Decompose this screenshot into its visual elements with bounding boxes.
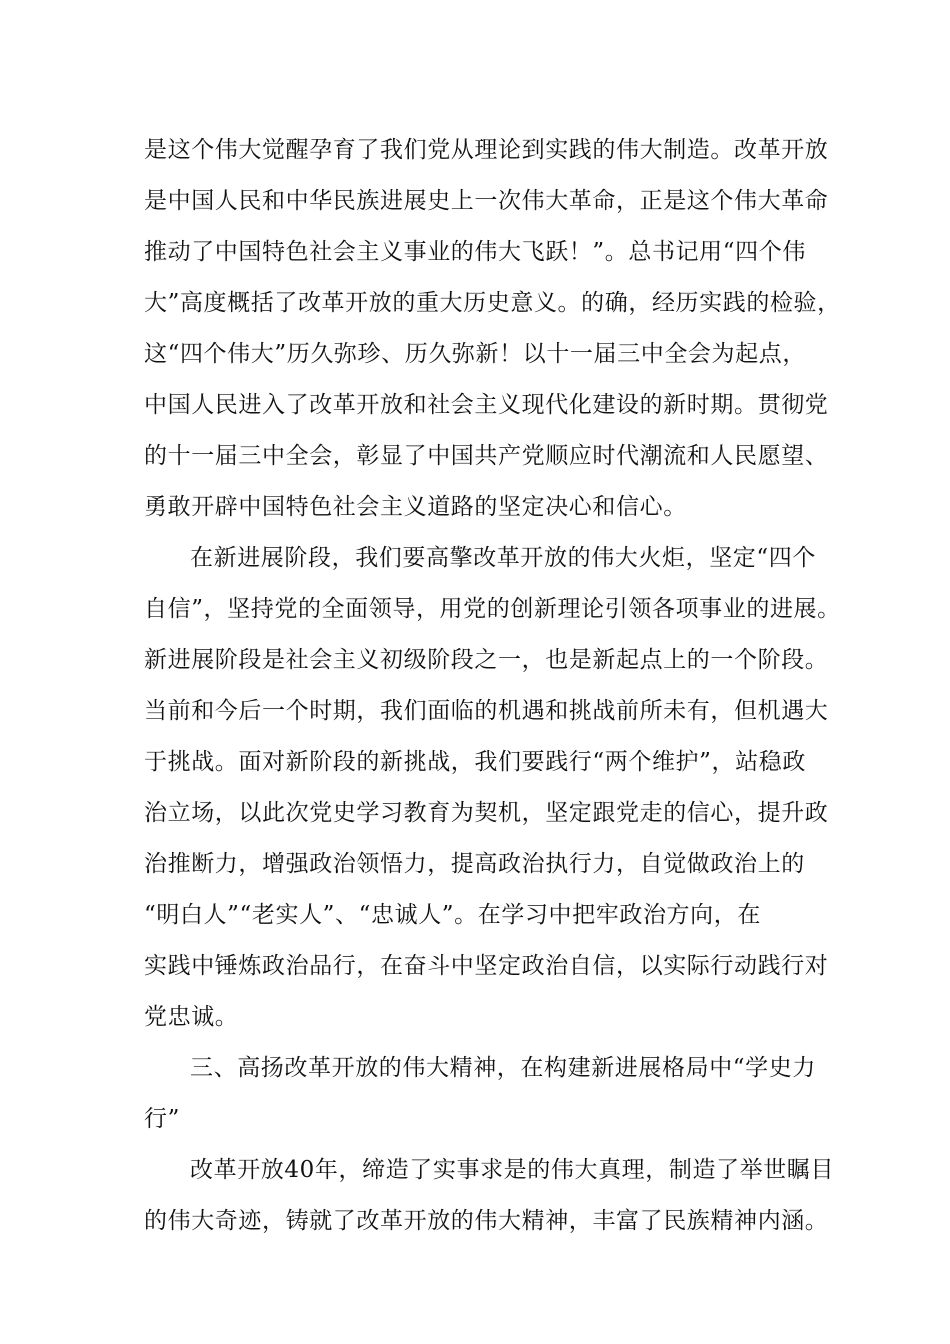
text-line: 的十一届三中全会，彰显了中国共产党顺应时代潮流和人民愿望、 bbox=[144, 443, 829, 469]
text-line: 的伟大奇迹，铸就了改革开放的伟大精神，丰富了民族精神内涵。 bbox=[144, 1208, 829, 1234]
text-line: 新进展阶段是社会主义初级阶段之一，也是新起点上的一个阶段。 bbox=[144, 647, 829, 673]
text-line: 当前和今后一个时期，我们面临的机遇和挑战前所未有，但机遇大 bbox=[144, 698, 829, 724]
text-line: 是中国人民和中华民族进展史上一次伟大革命，正是这个伟大革命 bbox=[144, 188, 829, 214]
paragraph-first-line: 在新进展阶段，我们要高擎改革开放的伟大火炬，坚定“四个 bbox=[190, 545, 816, 571]
text-line: 这“四个伟大”历久弥珍、历久弥新！以十一届三中全会为起点， bbox=[144, 341, 806, 367]
text-line: 治立场，以此次党史学习教育为契机，坚定跟党走的信心，提升政 bbox=[144, 800, 829, 826]
text-line: 实践中锤炼政治品行，在奋斗中坚定政治自信，以实际行动践行对 bbox=[144, 953, 829, 979]
text-line: 中国人民进入了改革开放和社会主义现代化建设的新时期。贯彻党 bbox=[144, 392, 829, 418]
text-line: “明白人”“老实人”、“忠诚人”。在学习中把牢政治方向，在 bbox=[144, 902, 761, 928]
text-line: 是这个伟大觉醒孕育了我们党从理论到实践的伟大制造。改革开放 bbox=[144, 137, 829, 163]
text-line: 治推断力，增强政治领悟力，提高政治执行力，自觉做政治上的 bbox=[144, 851, 805, 877]
text-line: 于挑战。面对新阶段的新挑战，我们要践行“两个维护”，站稳政 bbox=[144, 749, 806, 775]
text-line: 勇敢开辟中国特色社会主义道路的坚定决心和信心。 bbox=[144, 494, 687, 520]
text-line: 党忠诚。 bbox=[144, 1004, 239, 1030]
section-heading-continued: 行” bbox=[144, 1106, 180, 1132]
text-line: 大”高度概括了改革开放的重大历史意义。的确，经历实践的检验， bbox=[144, 290, 841, 316]
paragraph-first-line: 改革开放40年，缔造了实事求是的伟大真理，制造了举世瞩目 bbox=[190, 1157, 835, 1183]
text-line: 推动了中国特色社会主义事业的伟大飞跃！”。总书记用“四个伟 bbox=[144, 239, 806, 265]
section-heading: 三、高扬改革开放的伟大精神，在构建新进展格局中“学史力 bbox=[190, 1055, 816, 1081]
text-line: 自信”，坚持党的全面领导，用党的创新理论引领各项事业的进展。 bbox=[144, 596, 841, 622]
